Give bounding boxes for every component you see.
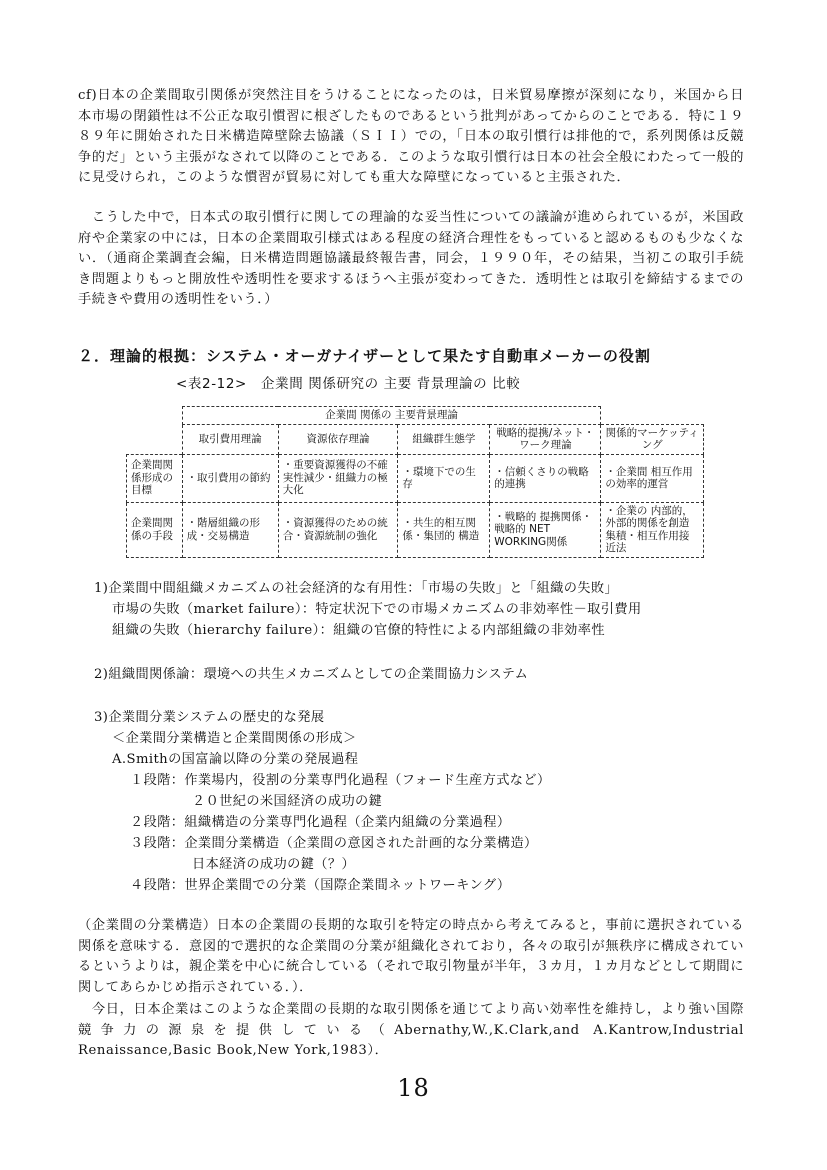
table-group-header-row — [127, 407, 704, 425]
stage2-line: ２段階：組織構造の分業専門化過程（企業内組織の分業過程） — [130, 815, 511, 830]
column-header: 資源依存理論 — [278, 424, 398, 454]
stage1-note: ２０世紀の米国経済の成功の鍵 — [192, 794, 383, 809]
section-heading: ２．理論的根拠：システム・オーガナイザーとして果たす自動車メーカーの役割 — [78, 347, 651, 365]
table-cell: ・階層組織の形成・交易構造 — [182, 502, 278, 557]
section1-title: 1)企業間中間組織メカニズムの社会経済的な有用性：「市場の失敗」と「組織の失敗」 — [94, 581, 619, 596]
market-failure-line: 市場の失敗（market failure）：特定状況下での市場メカニズムの非効率性－取引費用 — [112, 602, 642, 617]
today-paragraph: 今日，日本企業はこのような企業間の長期的な取引関係を通じてより高い効率性を維持し，より強い国際競争力の源泉を提供している（Abernathy,W.,K.Clark,and A.Kantrow,Industrial Renaissance,Basic Book,New York,1983）． — [78, 1002, 749, 1058]
second-paragraph: こうした中で，日本式の取引慣行に関しての理論的な妥当性についての議論が進められているが，米国政府や企業家の中には，日本の企業間取引様式はある程度の経済合理性をもっていると認めるものも少なくない．（通商企業調査会編，日米構造問題協議最終報告書，同会，１９９０年，その結果，当初この取引手続き問題よりもっと開放性や透明性を要求するほうへ主張が変わってきた．透明性とは取引を締結するまでの手続きや費用の透明性をいう．） — [78, 210, 744, 307]
column-header: 関係的マーケッティング — [601, 424, 704, 454]
table-cell: ・信頼くさりの戦略的連携 — [490, 454, 601, 502]
table-cell: ・環境下での生存 — [398, 454, 490, 502]
table-cell: ・企業間 相互作用の効率的運営 — [601, 454, 704, 502]
theory-comparison-table — [126, 406, 704, 558]
table-cell: ・資源獲得のための統合・資源統制の強化 — [278, 502, 398, 557]
column-header: 組織群生態学 — [398, 424, 490, 454]
stage3-line: ３段階：企業間分業構造（企業間の意図された計画的な分業構造） — [130, 836, 538, 851]
table-corner-cell — [127, 407, 183, 425]
stage1-line: １段階：作業場内，役割の分業専門化過程（フォード生産方式など） — [130, 773, 551, 788]
table-cell: ・戦略的 提携関係・戦略的 NET WORKING関係 — [490, 502, 601, 557]
column-header: 取引費用理論 — [182, 424, 278, 454]
column-header: 戦略的提携/ネット・ワーク理論 — [490, 424, 601, 454]
table-row — [127, 502, 704, 557]
section3-title: 3)企業間分業システムの歴史的な発展 — [94, 710, 325, 725]
section3-subtitle: ＜企業間分業構造と企業間関係の形成＞ — [112, 731, 357, 746]
stage3-note: 日本経済の成功の鍵（？） — [192, 857, 356, 872]
table-corner-cell — [127, 424, 183, 454]
row-label: 企業間関係形成の目標 — [127, 454, 183, 502]
division-paragraph: （企業間の分業構造）日本の企業間の長期的な取引を特定の時点から考えてみると，事前に選択されている関係を意味する．意図的で選択的な企業間の分業が組織化されており，各々の取引が無秩序に構成されているというよりは，親企業を中心に統合している（それで取引物量が半年，３カ月，１カ月などとして期間に関してあらかじめ指示されている．）． — [78, 918, 744, 995]
row-label: 企業間関係の手段 — [127, 502, 183, 557]
table-row — [127, 454, 704, 502]
table-caption: <表2-12> 企業間 関係研究の 主要 背景理論の 比較 — [176, 376, 521, 392]
table-cell: ・重要資源獲得の不確実性減少・組織力の極大化 — [278, 454, 398, 502]
page-number: 18 — [397, 1074, 430, 1102]
smith-line: A.Smithの国富論以降の分業の発展過程 — [112, 752, 359, 767]
table-cell: ・取引費用の節約 — [182, 454, 278, 502]
hierarchy-failure-line: 組織の失敗（hierarchy failure）：組織の官僚的特性による内部組織の非効率性 — [112, 623, 605, 638]
section2-title: 2)組織間関係論：環境への共生メカニズムとしての企業間協力システム — [94, 667, 529, 682]
table-cell: ・企業の 内部的，外部的関係を創造 集積・相互作用接近法 — [601, 502, 704, 557]
stage4-line: ４段階：世界企業間での分業（国際企業間ネットワーキング） — [130, 878, 511, 893]
table-cell: ・共生的相互関係・集団的 構造 — [398, 502, 490, 557]
intro-paragraph: cf)日本の企業間取引関係が突然注目をうけることになったのは，日米貿易摩擦が深刻になり，米国から日本市場の閉鎖性は不公正な取引慣習に根ざしたものであるという批判があってからのことである．特に１９８９年に開始された日米構造障壁除去協議（ＳＩＩ）での，「日本の取引慣行は排他的で，系列関係は反競争的だ」という主張がなされて以降のことである．このような取引慣行は日本の社会全般にわたって一般的に見受けられ，このような慣習が貿易に対しても重大な障壁になっていると主張された． — [78, 88, 744, 185]
table-empty-cell — [601, 407, 704, 425]
table-group-header: 企業間 関係の 主要背景理論 — [182, 407, 601, 425]
table-column-header-row — [127, 424, 704, 454]
